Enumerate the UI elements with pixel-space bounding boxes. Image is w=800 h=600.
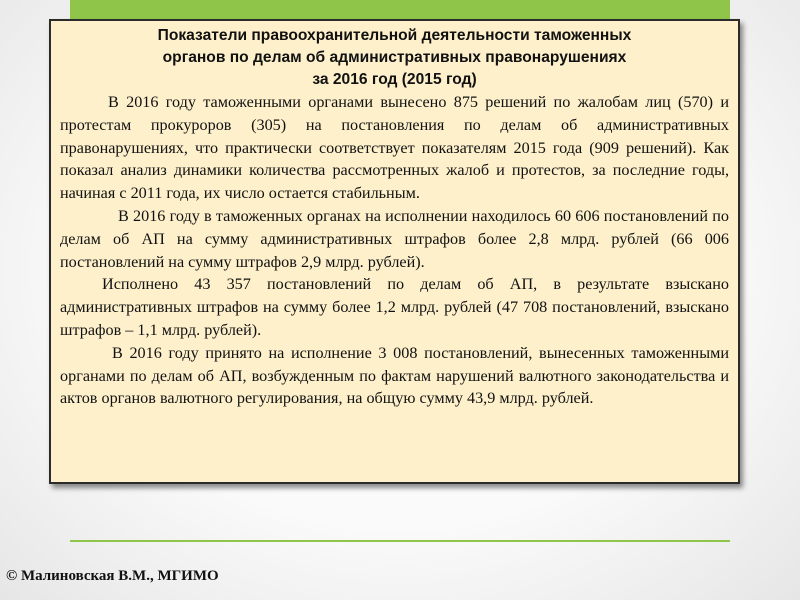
slide-title-line-2: органов по делам об административных правонарушениях: [162, 49, 627, 66]
paragraph-complaints-decisions: В 2016 году таможенными органами вынесено 875 решений по жалобам лиц (570) и протестам прокуроров (305) на постановления по делам об административных правонарушениях, что практически соответствует показателям 2015 года (909 решений). Как показал анализ динамики количества рассмотренных жалоб и протестов, за последние годы, начиная с 2011 года, их число остается стабильным.: [60, 93, 729, 203]
top-accent-bar: [70, 0, 730, 19]
paragraph-resolutions-in-execution: В 2016 году в таможенных органах на исполнении находилось 60 606 постановлений по делам об АП на сумму административных штрафов более 2,8 млрд. рублей (66 006 постановлений на сумму штрафов 2,9 млрд. рублей).: [60, 206, 729, 271]
paragraph-executed-resolutions: Исполнено 43 357 постановлений по делам об АП, в результате взыскано административных штрафов на сумму более 1,2 млрд. рублей (47 708 постановлений, взыскано штрафов – 1,1 млрд. рублей).: [60, 275, 729, 339]
slide-title: [60, 25, 729, 91]
slide-title-line-3: за 2016 год (2015 год): [312, 71, 477, 88]
content-panel: [49, 19, 740, 484]
slide-title-line-1: Показатели правоохранительной деятельности таможенных: [157, 27, 632, 44]
paragraph-currency-violations: В 2016 году принято на исполнение 3 008 постановлений, вынесенных таможенными органами по делам об АП, возбужденным по фактам нарушений валютного законодательства и актов органов валютного регулирования, на общую сумму 43,9 млрд. рублей.: [60, 343, 729, 408]
copyright-notice: © Малиновская В.М., МГИМО: [6, 568, 219, 584]
bottom-divider-line: [70, 540, 730, 542]
